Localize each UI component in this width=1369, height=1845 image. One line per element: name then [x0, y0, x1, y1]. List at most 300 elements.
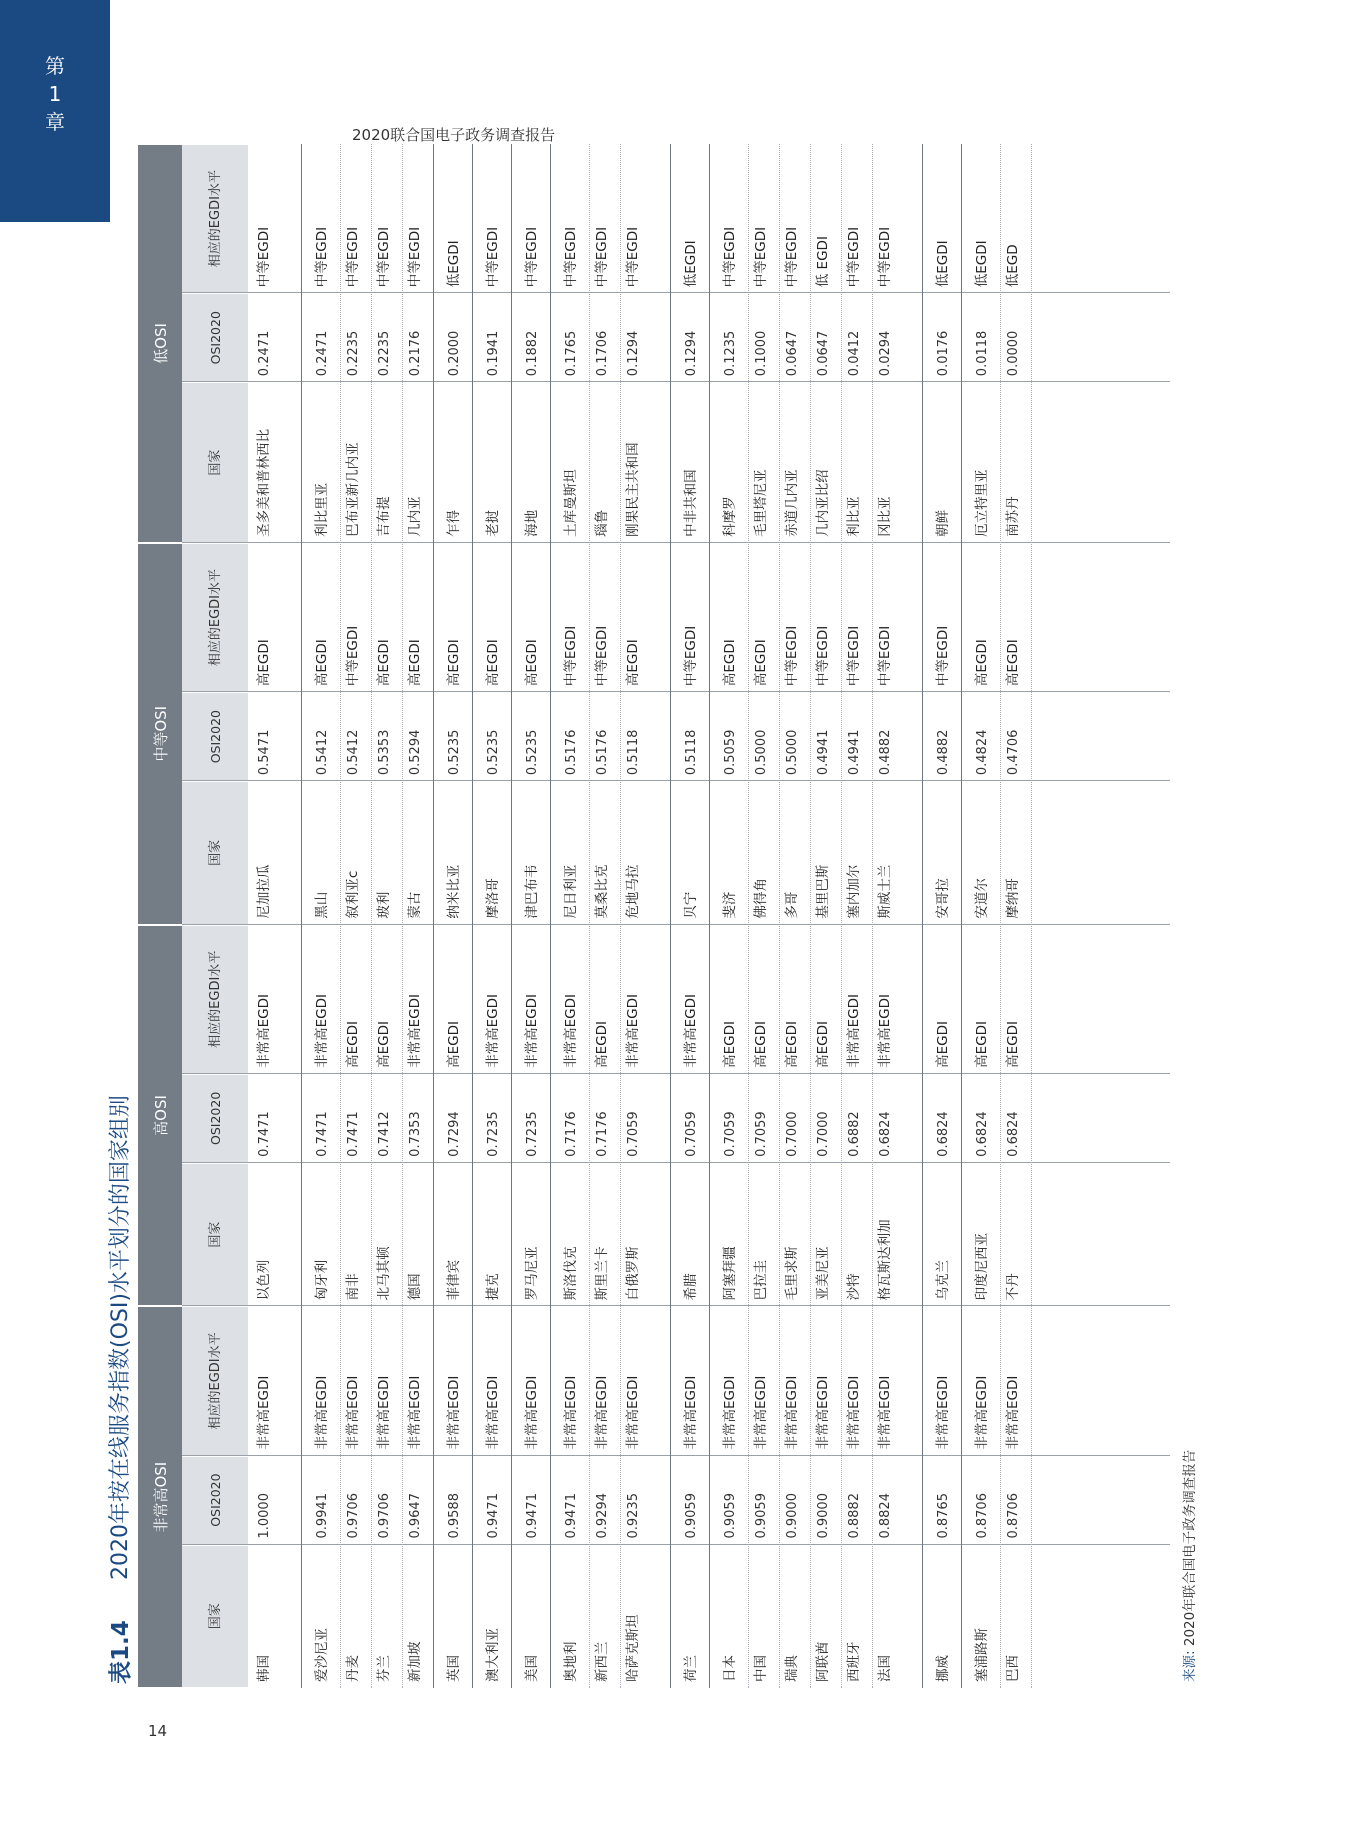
osi-value-cell: 0.7235: [525, 1111, 540, 1157]
osi-value-cell: 0.8882: [847, 1493, 862, 1539]
country-header: [182, 1164, 248, 1305]
egdi-level-header: [182, 926, 248, 1073]
osi-value-cell: 0.9941: [315, 1493, 330, 1539]
egdi-level-cell: 中等EGDI: [625, 226, 641, 288]
country-cell: 吉布提: [376, 496, 392, 537]
country-cell: 利比里亚: [314, 482, 330, 537]
egdi-level-cell: 非常高EGDI: [314, 1375, 330, 1450]
osi-value-cell: 0.7059: [723, 1111, 738, 1157]
egdi-level-cell: 高EGDI: [815, 1020, 831, 1068]
egdi-level-cell: 非常高EGDI: [446, 1375, 462, 1450]
country-cell: 赤道几内亚: [784, 469, 800, 537]
country-cell: 刚果民主共和国: [625, 442, 641, 537]
country-cell: 菲律宾: [446, 1259, 462, 1301]
country-cell: 白俄罗斯: [625, 1246, 641, 1301]
egdi-level-cell: 高EGDI: [753, 639, 769, 687]
egdi-level-cell: 高EGDI: [376, 1020, 392, 1068]
osi-header-text: 2020: [207, 710, 223, 742]
osi-value-cell: 0.4882: [878, 729, 893, 776]
egdi-level-header-text: 相应的EGDI: [207, 594, 223, 667]
egdi-level-cell: 非常高EGDI: [345, 1375, 361, 1450]
osi-value-cell: 0.0176: [936, 330, 951, 377]
osi-header: [182, 1075, 248, 1162]
country-cell: 佛得角: [753, 878, 769, 919]
osi-value-cell: 0.5412: [346, 729, 361, 776]
table-row: [374, 144, 401, 1688]
osi-value-cell: 0.9000: [785, 1493, 800, 1539]
rotated-table-stage: [88, 144, 1234, 1688]
country-cell: 爱沙尼亚: [314, 1628, 330, 1682]
osi-value-cell: 0.5118: [684, 729, 699, 776]
country-cell: 毛里塔尼亚: [753, 469, 769, 537]
report-title: 2020联合国电子政务调查报告: [352, 126, 556, 144]
country-cell: 科摩罗: [722, 496, 738, 537]
osi-value-cell: 0.6824: [1006, 1111, 1021, 1157]
egdi-level-cell: 非常高EGDI: [256, 993, 272, 1068]
country-cell: 巴布亚新几内亚: [345, 442, 361, 537]
osi-value-cell: 0.5000: [785, 729, 800, 776]
egdi-level-cell: 非常高EGDI: [846, 1375, 862, 1450]
country-cell: 瑙鲁: [594, 509, 610, 537]
osi-value-cell: 0.9588: [447, 1493, 462, 1539]
country-cell: 匈牙利: [314, 1259, 330, 1301]
osi-value-cell: 0.7471: [346, 1111, 361, 1157]
country-cell: 南苏丹: [1005, 496, 1021, 537]
row-divider: [433, 144, 434, 1688]
egdi-level-header-text: 水平: [207, 1332, 223, 1359]
egdi-level-cell: 非常高EGDI: [563, 993, 579, 1068]
egdi-level-cell: 高EGDI: [446, 1020, 462, 1068]
row-divider: [748, 144, 749, 1688]
country-cell: 南非: [345, 1273, 361, 1301]
country-cell: 澳大利亚: [485, 1628, 501, 1682]
osi-value-cell: 0.7059: [754, 1111, 769, 1157]
country-cell: 海地: [524, 509, 540, 537]
table-row: [254, 144, 300, 1688]
osi-header-text: 2020: [207, 1473, 223, 1506]
osi-value-cell: 0.2000: [447, 330, 462, 377]
row-divider: [1000, 144, 1001, 1688]
egdi-level-cell: 中等EGDI: [846, 625, 862, 687]
egdi-level-cell: 中等EGDI: [524, 226, 540, 288]
table-row: [972, 144, 999, 1688]
egdi-level-cell: 非常高EGDI: [407, 1375, 423, 1450]
row-divider: [371, 144, 372, 1688]
egdi-level-cell: 中等EGDI: [345, 625, 361, 687]
country-cell: 尼日利亚: [563, 864, 579, 919]
country-cell: 斯威士兰: [877, 864, 893, 919]
egdi-level-cell: 非常高EGDI: [935, 1375, 951, 1450]
osi-header-text: OSI: [207, 342, 223, 365]
page-number: 14: [148, 1722, 168, 1740]
osi-header-text: 2020: [207, 1091, 223, 1124]
country-header-text: 国家: [207, 449, 223, 476]
osi-value-cell: 0.5000: [754, 729, 769, 776]
egdi-level-header-text: 水平: [207, 950, 223, 977]
egdi-level-cell: 中等EGDI: [563, 625, 579, 687]
table-row: [561, 144, 588, 1688]
row-divider: [670, 144, 671, 1688]
egdi-level-header: [182, 145, 248, 292]
group-header: 中等OSI: [138, 544, 182, 924]
country-cell: 沙特: [846, 1273, 862, 1301]
table-row: [720, 144, 747, 1688]
country-cell: 纳米比亚: [446, 864, 462, 919]
osi-value-cell: 0.4941: [816, 729, 831, 776]
country-cell: 几内亚: [407, 496, 423, 537]
egdi-level-cell: 非常高EGDI: [683, 993, 699, 1068]
row-divider: [872, 144, 873, 1688]
osi-value-cell: 0.9706: [377, 1493, 392, 1539]
country-cell: 莫桑比克: [594, 864, 610, 919]
egdi-level-cell: 非常高EGDI: [722, 1375, 738, 1450]
country-cell: 亚美尼亚: [815, 1246, 831, 1301]
country-header: [182, 782, 248, 923]
country-cell: 阿塞拜疆: [722, 1246, 738, 1301]
table-row: [875, 144, 921, 1688]
egdi-level-cell: 高EGDI: [974, 1020, 990, 1068]
table-row: [522, 144, 549, 1688]
egdi-level-cell: 中等EGDI: [784, 625, 800, 687]
egdi-level-cell: 非常高EGDI: [314, 993, 330, 1068]
egdi-level-cell: 非常高EGDI: [376, 1375, 392, 1450]
egdi-level-cell: 非常高EGDI: [485, 1375, 501, 1450]
table-row: [405, 144, 432, 1688]
country-cell: 荷兰: [683, 1655, 699, 1682]
country-cell: 丹麦: [345, 1655, 361, 1682]
country-cell: 蒙古: [407, 891, 423, 919]
row-divider: [472, 144, 473, 1688]
country-cell: 捷克: [485, 1273, 501, 1301]
egdi-level-cell: 中等EGDI: [376, 226, 392, 288]
osi-value-cell: 0.1000: [754, 330, 769, 377]
table-row: [444, 144, 471, 1688]
country-cell: 西班牙: [846, 1641, 862, 1682]
country-cell: 希腊: [683, 1273, 699, 1301]
osi-value-cell: 0.0647: [816, 330, 831, 377]
country-cell: 奥地利: [563, 1641, 579, 1682]
osi-value-cell: 0.8706: [975, 1493, 990, 1539]
country-cell: 芬兰: [376, 1655, 392, 1682]
country-cell: 日本: [722, 1655, 738, 1682]
country-cell: 冈比亚: [877, 496, 893, 537]
country-cell: 挪威: [935, 1655, 951, 1682]
egdi-level-cell: 中等EGDI: [594, 226, 610, 288]
osi-value-cell: 0.7294: [447, 1111, 462, 1157]
country-cell: 贝宁: [683, 891, 699, 919]
country-cell: 巴西: [1005, 1655, 1021, 1682]
country-cell: 韩国: [256, 1655, 272, 1682]
osi-value-cell: 0.9294: [595, 1493, 610, 1539]
osi-value-cell: 0.7235: [486, 1111, 501, 1157]
egdi-level-cell: 非常高EGDI: [784, 1375, 800, 1450]
osi-value-cell: 0.6824: [936, 1111, 951, 1157]
egdi-level-cell: 中等EGDI: [683, 625, 699, 687]
country-header-text: 国家: [207, 839, 223, 866]
egdi-level-cell: 高EGDI: [314, 639, 330, 687]
egdi-level-cell: 中等EGDI: [784, 226, 800, 288]
egdi-level-cell: 中等EGDI: [753, 226, 769, 288]
egdi-level-header-text: 水平: [207, 568, 223, 595]
country-cell: 以色列: [256, 1259, 272, 1301]
osi-value-cell: 0.9235: [626, 1493, 641, 1539]
country-cell: 斯洛伐克: [563, 1246, 579, 1301]
egdi-level-cell: 高EGDI: [407, 639, 423, 687]
osi-value-cell: 0.7176: [595, 1111, 610, 1157]
chapter-number: 1: [48, 82, 62, 106]
country-cell: 斐济: [722, 891, 738, 919]
osi-value-cell: 0.9059: [684, 1493, 699, 1539]
egdi-level-cell: 非常高EGDI: [485, 993, 501, 1068]
country-cell: 乍得: [446, 509, 462, 537]
osi-header: [182, 693, 248, 780]
egdi-level-cell: 高EGDI: [524, 639, 540, 687]
osi-value-cell: 0.5176: [564, 729, 579, 776]
egdi-level-cell: 中等EGDI: [846, 226, 862, 288]
osi-value-cell: 0.5235: [525, 729, 540, 776]
country-cell: 阿联酋: [815, 1641, 831, 1682]
row-divider: [402, 144, 403, 1688]
row-divider: [301, 144, 302, 1688]
egdi-level-cell: 中等EGDI: [314, 226, 330, 288]
country-cell: 几内亚比绍: [815, 469, 831, 537]
row-divider: [841, 144, 842, 1688]
country-cell: 新加坡: [407, 1641, 423, 1682]
table-row: [933, 144, 960, 1688]
egdi-level-cell: 中等EGDI: [877, 625, 893, 687]
egdi-level-cell: 非常高EGDI: [683, 1375, 699, 1450]
table-row: [1003, 144, 1030, 1688]
egdi-level-cell: 高EGDI: [974, 639, 990, 687]
egdi-level-cell: 高EGDI: [625, 639, 641, 687]
egdi-level-cell: 非常高EGDI: [594, 1375, 610, 1450]
osi-header-text: OSI: [207, 741, 223, 764]
osi-value-cell: 0.6824: [878, 1111, 893, 1157]
country-cell: 中国: [753, 1655, 769, 1682]
country-cell: 塞浦路斯: [974, 1628, 990, 1682]
egdi-level-cell: 非常高EGDI: [625, 993, 641, 1068]
egdi-level-cell: 高EGDI: [722, 1020, 738, 1068]
table-row: [312, 144, 339, 1688]
country-cell: 法国: [877, 1655, 893, 1682]
egdi-level-cell: 中等EGDI: [485, 226, 501, 288]
egdi-level-cell: 中等EGDI: [877, 226, 893, 288]
osi-value-cell: 0.2235: [346, 330, 361, 377]
osi-value-cell: 0.5059: [723, 729, 738, 776]
group-header: 低OSI: [138, 145, 182, 542]
egdi-level-cell: 非常高EGDI: [753, 1375, 769, 1450]
osi-value-cell: 0.1706: [595, 330, 610, 377]
egdi-level-cell: 非常高EGDI: [1005, 1375, 1021, 1450]
osi-value-cell: 0.1941: [486, 330, 501, 377]
row-divider: [779, 144, 780, 1688]
country-cell: 厄立特里亚: [974, 469, 990, 537]
table-row: [592, 144, 619, 1688]
row-divider: [511, 144, 512, 1688]
table-row: [751, 144, 778, 1688]
osi-value-cell: 0.9647: [408, 1493, 423, 1539]
country-cell: 尼加拉瓜: [256, 864, 272, 919]
country-cell: 利比亚: [846, 496, 862, 537]
osi-value-cell: 0.6882: [847, 1111, 862, 1157]
egdi-level-cell: 高EGDI: [784, 1020, 800, 1068]
egdi-level-cell: 非常高EGDI: [407, 993, 423, 1068]
country-cell: 不丹: [1005, 1273, 1021, 1301]
egdi-level-cell: 高EGDI: [345, 1020, 361, 1068]
egdi-level-cell: 低EGDI: [446, 240, 462, 288]
country-cell: 德国: [407, 1273, 423, 1301]
country-cell: 中非共和国: [683, 469, 699, 537]
osi-header-text: OSI: [207, 1123, 223, 1145]
egdi-level-cell: 高EGDI: [594, 1020, 610, 1068]
egdi-level-header-text: 水平: [207, 170, 223, 197]
table-row: [681, 144, 708, 1688]
country-cell: 危地马拉: [625, 864, 641, 919]
group-header: 高OSI: [138, 926, 182, 1306]
osi-value-cell: 0.2235: [377, 330, 392, 377]
table-row: [483, 144, 510, 1688]
table-source: [1178, 1450, 1198, 1682]
egdi-level-header-text: 相应的EGDI: [207, 1358, 223, 1430]
egdi-level-cell: 中等EGDI: [563, 226, 579, 288]
table-row: [813, 144, 840, 1688]
egdi-level-cell: 非常高EGDI: [815, 1375, 831, 1450]
osi-header: [182, 1457, 248, 1544]
egdi-level-cell: 中等EGDI: [594, 625, 610, 687]
source-label: 来源:: [1182, 1650, 1198, 1682]
row-divider: [961, 144, 962, 1688]
country-cell: 巴拉圭: [753, 1259, 769, 1301]
egdi-level-cell: 中等EGDI: [256, 226, 272, 288]
country-cell: 格瓦斯达利加: [877, 1219, 893, 1301]
osi-value-cell: 0.9059: [723, 1493, 738, 1539]
country-cell: 玻利: [376, 891, 392, 919]
osi-value-cell: 0.4941: [847, 729, 862, 776]
egdi-level-cell: 非常高EGDI: [563, 1375, 579, 1450]
osi-value-cell: 0.8765: [936, 1493, 951, 1539]
country-cell: 印度尼西亚: [974, 1232, 990, 1301]
osi-value-cell: 0.8824: [878, 1493, 893, 1539]
country-cell: 美国: [524, 1655, 540, 1682]
osi-value-cell: 0.9471: [525, 1493, 540, 1539]
egdi-level-cell: 低EGD: [1005, 244, 1021, 288]
osi-value-cell: 0.1294: [684, 330, 699, 377]
country-cell: 摩纳哥: [1005, 878, 1021, 919]
country-cell: 叙利亚c: [345, 870, 361, 919]
osi-value-cell: 0.9471: [486, 1493, 501, 1539]
country-header-text: 国家: [207, 1603, 223, 1630]
osi-value-cell: 0.7000: [816, 1111, 831, 1157]
egdi-level-header-text: 相应的EGDI: [207, 976, 223, 1048]
row-divider: [709, 144, 710, 1688]
egdi-level-cell: 高EGDI: [1005, 639, 1021, 687]
row-divider: [810, 144, 811, 1688]
osi-header-text: 2020: [207, 311, 223, 343]
country-cell: 土库曼斯坦: [563, 469, 579, 537]
country-cell: 毛里求斯: [784, 1246, 800, 1301]
osi-value-cell: 0.4706: [1006, 729, 1021, 776]
egdi-level-cell: 非常高EGDI: [524, 993, 540, 1068]
egdi-level-cell: 中等EGDI: [722, 226, 738, 288]
row-divider: [620, 144, 621, 1688]
table-row: [844, 144, 871, 1688]
osi-value-cell: 0.7471: [257, 1111, 272, 1157]
osi-value-cell: 0.9059: [754, 1493, 769, 1539]
source-text: 2020年联合国电子政务调查报告: [1182, 1449, 1198, 1647]
country-cell: 新西兰: [594, 1641, 610, 1682]
row-divider: [1031, 144, 1032, 1688]
egdi-level-cell: 低EGDI: [683, 240, 699, 288]
egdi-level-cell: 高EGDI: [753, 1020, 769, 1068]
osi-value-cell: 0.9706: [346, 1493, 361, 1539]
country-cell: 朝鲜: [935, 509, 951, 537]
osi-value-cell: 0.2176: [408, 330, 423, 377]
osi-table: [138, 144, 1170, 1688]
country-cell: 英国: [446, 1655, 462, 1682]
egdi-level-cell: 高EGDI: [935, 1020, 951, 1068]
egdi-level-cell: 非常高EGDI: [846, 993, 862, 1068]
osi-header-text: OSI: [207, 1505, 223, 1527]
osi-value-cell: 0.1294: [626, 330, 641, 377]
egdi-level-header: [182, 544, 248, 691]
country-cell: 瑞典: [784, 1655, 800, 1682]
country-cell: 摩洛哥: [485, 878, 501, 919]
osi-value-cell: 0.0647: [785, 330, 800, 377]
egdi-level-cell: 高EGDI: [1005, 1020, 1021, 1068]
chapter-label-bottom: 章: [45, 110, 65, 134]
egdi-level-header-text: 相应的EGDI: [207, 196, 223, 268]
osi-value-cell: 0.7353: [408, 1111, 423, 1157]
country-cell: 哈萨克斯坦: [625, 1614, 641, 1682]
osi-value-cell: 0.5118: [626, 729, 641, 776]
egdi-level-cell: 高EGDI: [256, 639, 272, 687]
egdi-level-cell: 中等EGDI: [407, 226, 423, 288]
egdi-level-cell: 低 EGDI: [815, 236, 831, 288]
osi-value-cell: 0.5235: [486, 729, 501, 776]
osi-header: [182, 294, 248, 381]
country-cell: 塞内加尔: [846, 864, 862, 919]
egdi-level-cell: 中等EGDI: [935, 625, 951, 687]
country-header: [182, 383, 248, 542]
egdi-level-cell: 非常高EGDI: [974, 1375, 990, 1450]
egdi-level-cell: 非常高EGDI: [877, 993, 893, 1068]
egdi-level-cell: 非常高EGDI: [625, 1375, 641, 1450]
osi-value-cell: 0.2471: [315, 330, 330, 377]
country-cell: 斯里兰卡: [594, 1246, 610, 1301]
row-divider: [922, 144, 923, 1688]
osi-value-cell: 0.2471: [257, 330, 272, 377]
osi-value-cell: 0.6824: [975, 1111, 990, 1157]
osi-value-cell: 0.7059: [684, 1111, 699, 1157]
osi-value-cell: 0.0118: [975, 330, 990, 377]
osi-value-cell: 0.0000: [1006, 330, 1021, 377]
row-divider: [340, 144, 341, 1688]
egdi-level-cell: 高EGDI: [376, 639, 392, 687]
osi-value-cell: 0.5471: [257, 729, 272, 776]
egdi-level-cell: 中等EGDI: [345, 226, 361, 288]
osi-value-cell: 0.5353: [377, 729, 392, 776]
osi-value-cell: 0.4882: [936, 729, 951, 776]
caption-number: 表1.4: [107, 1620, 134, 1684]
osi-value-cell: 0.1882: [525, 330, 540, 377]
osi-value-cell: 0.8706: [1006, 1493, 1021, 1539]
country-cell: 黑山: [314, 891, 330, 919]
country-cell: 津巴布韦: [524, 864, 540, 919]
osi-value-cell: 0.1765: [564, 330, 579, 377]
osi-value-cell: 0.5412: [315, 729, 330, 776]
egdi-level-cell: 非常高EGDI: [524, 1375, 540, 1450]
egdi-level-cell: 低EGDI: [935, 240, 951, 288]
